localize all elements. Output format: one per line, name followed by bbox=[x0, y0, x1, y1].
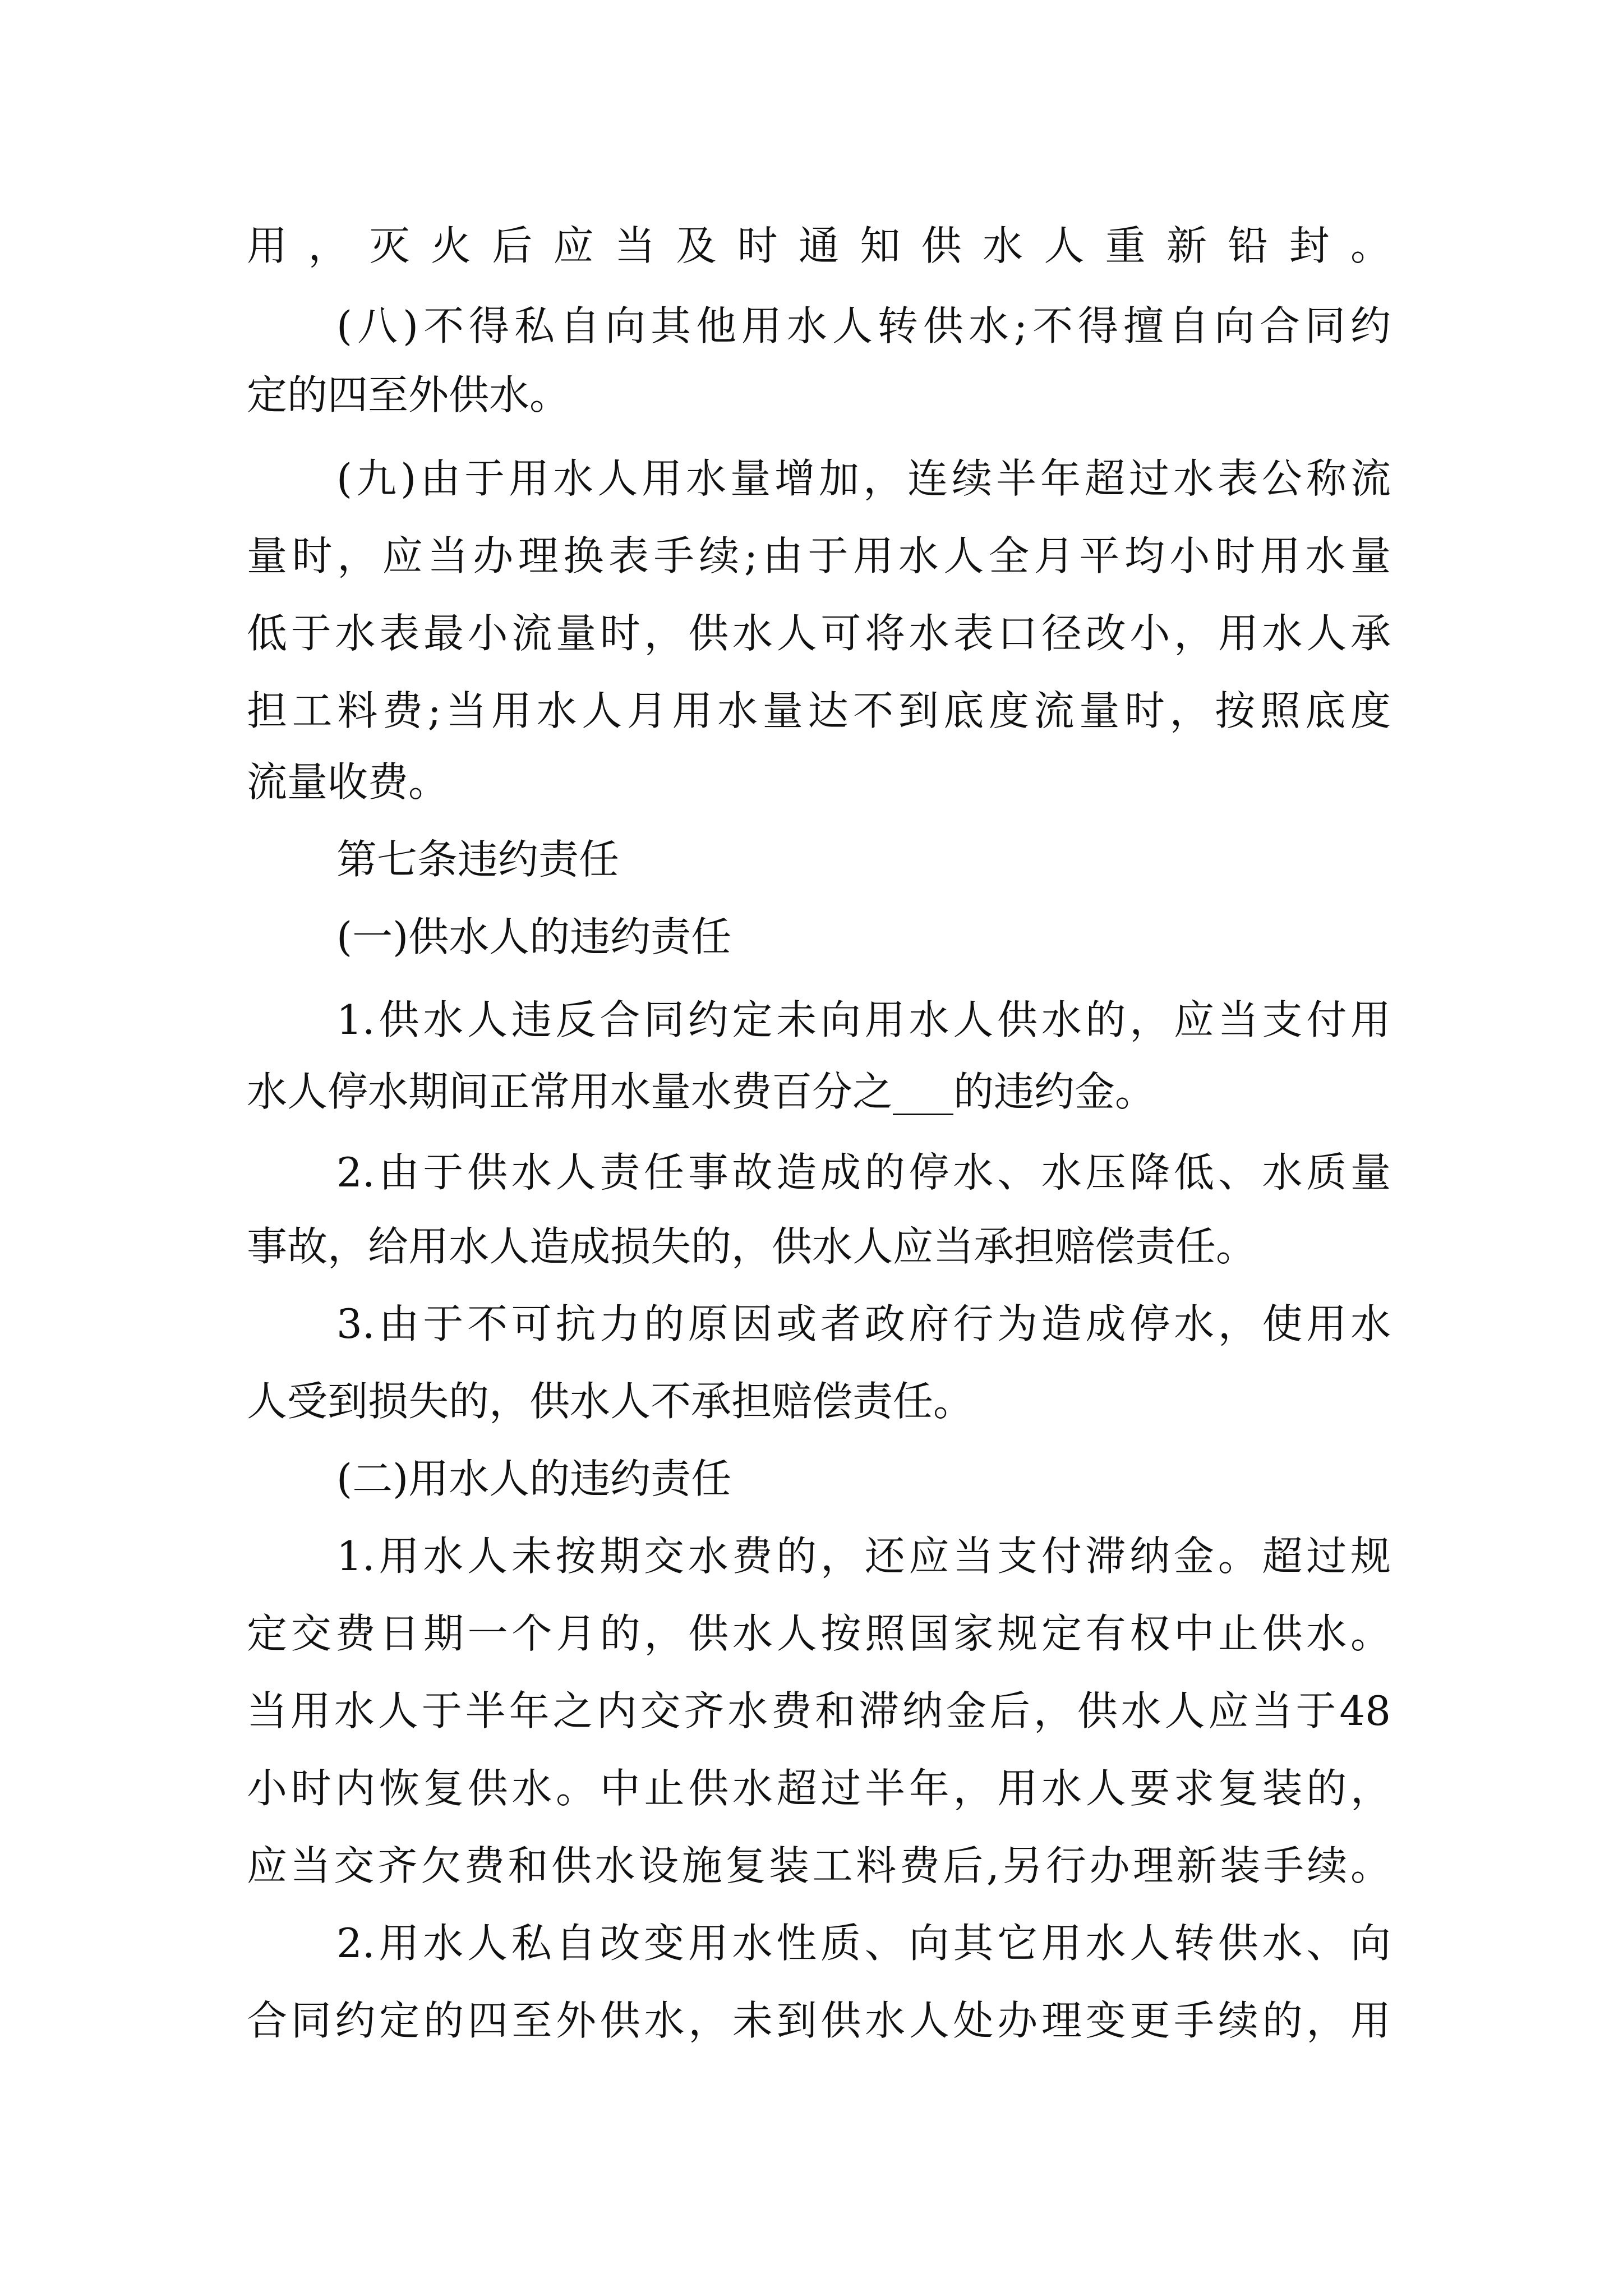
text-line-8: 流量收费。 bbox=[247, 758, 449, 806]
text-line-24: 合同约定的四至外供水，未到供水人处办理变更手续的，用 bbox=[247, 1997, 1391, 2044]
text-line-21: 小时内恢复供水。中止供水超过半年，用水人要求复装的， bbox=[247, 1765, 1391, 1812]
text-line-13: 2.由于供水人责任事故造成的停水、水压降低、水质量 bbox=[336, 1149, 1391, 1196]
text-line-14: 事故，给用水人造成损失的，供水人应当承担赔偿责任。 bbox=[247, 1223, 1257, 1270]
article-heading: 第七条违约责任 bbox=[336, 836, 620, 883]
text-line-15: 3.由于不可抗力的原因或者政府行为造成停水，使用水 bbox=[336, 1300, 1391, 1347]
text-line-22: 应当交齐欠费和供水设施复装工料费后,另行办理新装手续。 bbox=[247, 1842, 1391, 1889]
section-heading-supplier: (一)供水人的违约责任 bbox=[336, 913, 732, 960]
text-line-23: 2.用水人私自改变用水性质、向其它用水人转供水、向 bbox=[336, 1920, 1391, 1967]
text-line-3: 定的四至外供水。 bbox=[247, 371, 570, 418]
text-line-20: 当用水人于半年之内交齐水费和滞纳金后，供水人应当于48 bbox=[247, 1687, 1391, 1734]
text-line-19: 定交费日期一个月的，供水人按照国家规定有权中止供水。 bbox=[247, 1610, 1391, 1657]
text-line-12: 水人停水期间正常用水量水费百分之___的违约金。 bbox=[247, 1068, 1156, 1115]
text-line-18: 1.用水人未按期交水费的，还应当支付滞纳金。超过规 bbox=[336, 1533, 1391, 1580]
text-line-7: 担工料费;当用水人月用水量达不到底度流量时，按照底度 bbox=[247, 687, 1391, 734]
text-line-1: 用，灭火后应当及时通知供水人重新铅封。 bbox=[247, 222, 1391, 269]
text-line-4: (九)由于用水人用水量增加，连续半年超过水表公称流 bbox=[336, 455, 1391, 502]
text-line-16: 人受到损失的，供水人不承担赔偿责任。 bbox=[247, 1378, 974, 1425]
text-line-5: 量时，应当办理换表手续;由于用水人全月平均小时用水量 bbox=[247, 532, 1391, 579]
text-line-11: 1.供水人违反合同约定未向用水人供水的，应当支付用 bbox=[336, 996, 1391, 1043]
text-line-6: 低于水表最小流量时，供水人可将水表口径改小，用水人承 bbox=[247, 610, 1391, 657]
section-heading-user: (二)用水人的违约责任 bbox=[336, 1455, 732, 1502]
text-line-2: (八)不得私自向其他用水人转供水;不得擅自向合同约 bbox=[336, 302, 1391, 349]
